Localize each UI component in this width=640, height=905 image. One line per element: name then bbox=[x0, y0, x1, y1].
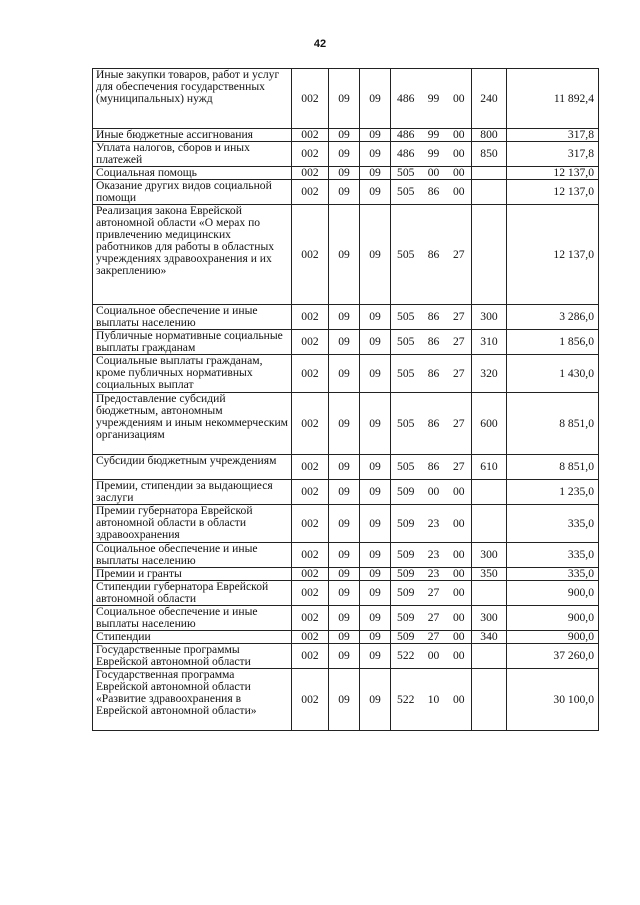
subsection-code: 09 bbox=[360, 305, 391, 330]
target-article-code: 86 bbox=[421, 180, 447, 205]
target-article-code: 00 bbox=[447, 644, 472, 669]
table-row bbox=[93, 631, 599, 644]
row-name: Оказание других видов социальной помощи bbox=[93, 180, 292, 205]
subsection-code: 09 bbox=[360, 568, 391, 581]
subsection-code: 09 bbox=[360, 205, 391, 305]
target-article-code: 509 bbox=[391, 606, 421, 631]
target-article-code: 509 bbox=[391, 631, 421, 644]
amount: 8 851,0 bbox=[507, 393, 599, 455]
section-code: 09 bbox=[329, 167, 360, 180]
table-row bbox=[93, 330, 599, 355]
ministry-code: 002 bbox=[292, 480, 329, 505]
target-article-code: 505 bbox=[391, 355, 421, 393]
amount: 335,0 bbox=[507, 568, 599, 581]
table-row bbox=[93, 305, 599, 330]
subsection-code: 09 bbox=[360, 505, 391, 543]
table-row bbox=[93, 167, 599, 180]
target-article-code: 509 bbox=[391, 543, 421, 568]
section-code: 09 bbox=[329, 543, 360, 568]
section-code: 09 bbox=[329, 644, 360, 669]
table-row bbox=[93, 543, 599, 568]
row-name: Субсидии бюджетным учреждениям bbox=[93, 455, 292, 480]
target-article-code: 486 bbox=[391, 142, 421, 167]
section-code: 09 bbox=[329, 631, 360, 644]
target-article-code: 505 bbox=[391, 305, 421, 330]
target-article-code: 00 bbox=[447, 167, 472, 180]
amount: 335,0 bbox=[507, 505, 599, 543]
expense-type-code: 340 bbox=[472, 631, 507, 644]
amount: 3 286,0 bbox=[507, 305, 599, 330]
ministry-code: 002 bbox=[292, 644, 329, 669]
ministry-code: 002 bbox=[292, 167, 329, 180]
subsection-code: 09 bbox=[360, 455, 391, 480]
expense-type-code: 600 bbox=[472, 393, 507, 455]
target-article-code: 509 bbox=[391, 480, 421, 505]
target-article-code: 00 bbox=[421, 644, 447, 669]
target-article-code: 86 bbox=[421, 305, 447, 330]
ministry-code: 002 bbox=[292, 606, 329, 631]
row-name: Иные закупки товаров, работ и услуг для обеспечения государственных (муниципальных) нужд bbox=[93, 69, 292, 129]
row-name: Премии, стипендии за выдающиеся заслуги bbox=[93, 480, 292, 505]
table-row bbox=[93, 606, 599, 631]
target-article-code: 505 bbox=[391, 205, 421, 305]
expense-type-code: 310 bbox=[472, 330, 507, 355]
target-article-code: 522 bbox=[391, 669, 421, 731]
target-article-code: 86 bbox=[421, 355, 447, 393]
section-code: 09 bbox=[329, 355, 360, 393]
table-row bbox=[93, 581, 599, 606]
ministry-code: 002 bbox=[292, 631, 329, 644]
section-code: 09 bbox=[329, 393, 360, 455]
table-row bbox=[93, 669, 599, 731]
ministry-code: 002 bbox=[292, 505, 329, 543]
row-name: Стипендии bbox=[93, 631, 292, 644]
amount: 8 851,0 bbox=[507, 455, 599, 480]
target-article-code: 00 bbox=[447, 669, 472, 731]
expense-type-code: 850 bbox=[472, 142, 507, 167]
amount: 900,0 bbox=[507, 631, 599, 644]
amount: 317,8 bbox=[507, 129, 599, 142]
target-article-code: 509 bbox=[391, 568, 421, 581]
subsection-code: 09 bbox=[360, 129, 391, 142]
target-article-code: 99 bbox=[421, 142, 447, 167]
table-row bbox=[93, 480, 599, 505]
target-article-code: 86 bbox=[421, 330, 447, 355]
ministry-code: 002 bbox=[292, 180, 329, 205]
target-article-code: 27 bbox=[447, 305, 472, 330]
table-row bbox=[93, 455, 599, 480]
amount: 12 137,0 bbox=[507, 167, 599, 180]
target-article-code: 86 bbox=[421, 205, 447, 305]
target-article-code: 23 bbox=[421, 543, 447, 568]
target-article-code: 522 bbox=[391, 644, 421, 669]
expense-type-code bbox=[472, 480, 507, 505]
ministry-code: 002 bbox=[292, 568, 329, 581]
subsection-code: 09 bbox=[360, 167, 391, 180]
row-name: Стипендии губернатора Еврейской автономной области bbox=[93, 581, 292, 606]
amount: 335,0 bbox=[507, 543, 599, 568]
target-article-code: 27 bbox=[447, 205, 472, 305]
ministry-code: 002 bbox=[292, 142, 329, 167]
row-name: Государственная программа Еврейской автономной области «Развитие здравоохранения в Еврейской автономной области» bbox=[93, 669, 292, 731]
section-code: 09 bbox=[329, 505, 360, 543]
row-name: Иные бюджетные ассигнования bbox=[93, 129, 292, 142]
target-article-code: 00 bbox=[421, 480, 447, 505]
subsection-code: 09 bbox=[360, 180, 391, 205]
subsection-code: 09 bbox=[360, 631, 391, 644]
ministry-code: 002 bbox=[292, 581, 329, 606]
budget-table-body bbox=[93, 69, 599, 731]
target-article-code: 27 bbox=[447, 455, 472, 480]
row-name: Социальное обеспечение и иные выплаты населению bbox=[93, 305, 292, 330]
section-code: 09 bbox=[329, 305, 360, 330]
section-code: 09 bbox=[329, 180, 360, 205]
table-row bbox=[93, 69, 599, 129]
expense-type-code: 320 bbox=[472, 355, 507, 393]
amount: 317,8 bbox=[507, 142, 599, 167]
table-row bbox=[93, 393, 599, 455]
expense-type-code bbox=[472, 505, 507, 543]
target-article-code: 00 bbox=[447, 69, 472, 129]
page-number: 42 bbox=[313, 38, 327, 50]
subsection-code: 09 bbox=[360, 355, 391, 393]
subsection-code: 09 bbox=[360, 543, 391, 568]
table-row bbox=[93, 505, 599, 543]
target-article-code: 27 bbox=[447, 355, 472, 393]
expense-type-code bbox=[472, 644, 507, 669]
table-row bbox=[93, 205, 599, 305]
subsection-code: 09 bbox=[360, 581, 391, 606]
amount: 900,0 bbox=[507, 606, 599, 631]
table-row bbox=[93, 644, 599, 669]
row-name: Премии и гранты bbox=[93, 568, 292, 581]
subsection-code: 09 bbox=[360, 669, 391, 731]
ministry-code: 002 bbox=[292, 455, 329, 480]
table-row bbox=[93, 180, 599, 205]
target-article-code: 86 bbox=[421, 393, 447, 455]
target-article-code: 99 bbox=[421, 129, 447, 142]
row-name: Уплата налогов, сборов и иных платежей bbox=[93, 142, 292, 167]
target-article-code: 27 bbox=[421, 631, 447, 644]
subsection-code: 09 bbox=[360, 69, 391, 129]
target-article-code: 00 bbox=[421, 167, 447, 180]
row-name: Социальные выплаты гражданам, кроме публичных нормативных социальных выплат bbox=[93, 355, 292, 393]
row-name: Реализация закона Еврейской автономной области «О мерах по привлечению медицинских работников для работы в областных учреждениях здравоохранения и их закреплению» bbox=[93, 205, 292, 305]
target-article-code: 00 bbox=[447, 568, 472, 581]
subsection-code: 09 bbox=[360, 480, 391, 505]
subsection-code: 09 bbox=[360, 393, 391, 455]
target-article-code: 23 bbox=[421, 505, 447, 543]
section-code: 09 bbox=[329, 330, 360, 355]
subsection-code: 09 bbox=[360, 142, 391, 167]
expense-type-code bbox=[472, 669, 507, 731]
table-row bbox=[93, 142, 599, 167]
amount: 12 137,0 bbox=[507, 180, 599, 205]
row-name: Предоставление субсидий бюджетным, автономным учреждениям и иным некоммерческим организациям bbox=[93, 393, 292, 455]
target-article-code: 00 bbox=[447, 543, 472, 568]
row-name: Социальная помощь bbox=[93, 167, 292, 180]
row-name: Премии губернатора Еврейской автономной области в области здравоохранения bbox=[93, 505, 292, 543]
ministry-code: 002 bbox=[292, 330, 329, 355]
target-article-code: 86 bbox=[421, 455, 447, 480]
amount: 1 235,0 bbox=[507, 480, 599, 505]
target-article-code: 10 bbox=[421, 669, 447, 731]
expense-type-code bbox=[472, 167, 507, 180]
budget-table bbox=[92, 68, 599, 731]
ministry-code: 002 bbox=[292, 543, 329, 568]
amount: 900,0 bbox=[507, 581, 599, 606]
expense-type-code: 300 bbox=[472, 305, 507, 330]
row-name: Социальное обеспечение и иные выплаты населению bbox=[93, 606, 292, 631]
amount: 12 137,0 bbox=[507, 205, 599, 305]
target-article-code: 27 bbox=[421, 606, 447, 631]
row-name: Публичные нормативные социальные выплаты гражданам bbox=[93, 330, 292, 355]
target-article-code: 23 bbox=[421, 568, 447, 581]
target-article-code: 00 bbox=[447, 581, 472, 606]
expense-type-code: 300 bbox=[472, 606, 507, 631]
target-article-code: 27 bbox=[447, 393, 472, 455]
amount: 37 260,0 bbox=[507, 644, 599, 669]
ministry-code: 002 bbox=[292, 305, 329, 330]
section-code: 09 bbox=[329, 455, 360, 480]
target-article-code: 27 bbox=[447, 330, 472, 355]
expense-type-code: 300 bbox=[472, 543, 507, 568]
expense-type-code: 350 bbox=[472, 568, 507, 581]
target-article-code: 00 bbox=[447, 129, 472, 142]
target-article-code: 00 bbox=[447, 631, 472, 644]
expense-type-code: 610 bbox=[472, 455, 507, 480]
target-article-code: 505 bbox=[391, 167, 421, 180]
section-code: 09 bbox=[329, 142, 360, 167]
target-article-code: 00 bbox=[447, 180, 472, 205]
target-article-code: 27 bbox=[421, 581, 447, 606]
ministry-code: 002 bbox=[292, 393, 329, 455]
target-article-code: 486 bbox=[391, 69, 421, 129]
amount: 11 892,4 bbox=[507, 69, 599, 129]
target-article-code: 00 bbox=[447, 505, 472, 543]
ministry-code: 002 bbox=[292, 129, 329, 142]
table-row bbox=[93, 129, 599, 142]
expense-type-code bbox=[472, 180, 507, 205]
amount: 1 856,0 bbox=[507, 330, 599, 355]
target-article-code: 505 bbox=[391, 330, 421, 355]
subsection-code: 09 bbox=[360, 644, 391, 669]
ministry-code: 002 bbox=[292, 205, 329, 305]
amount: 30 100,0 bbox=[507, 669, 599, 731]
section-code: 09 bbox=[329, 480, 360, 505]
target-article-code: 99 bbox=[421, 69, 447, 129]
ministry-code: 002 bbox=[292, 69, 329, 129]
target-article-code: 505 bbox=[391, 455, 421, 480]
ministry-code: 002 bbox=[292, 355, 329, 393]
target-article-code: 486 bbox=[391, 129, 421, 142]
expense-type-code bbox=[472, 581, 507, 606]
section-code: 09 bbox=[329, 129, 360, 142]
section-code: 09 bbox=[329, 581, 360, 606]
section-code: 09 bbox=[329, 606, 360, 631]
row-name: Социальное обеспечение и иные выплаты населению bbox=[93, 543, 292, 568]
expense-type-code bbox=[472, 205, 507, 305]
section-code: 09 bbox=[329, 568, 360, 581]
amount: 1 430,0 bbox=[507, 355, 599, 393]
expense-type-code: 800 bbox=[472, 129, 507, 142]
subsection-code: 09 bbox=[360, 606, 391, 631]
target-article-code: 505 bbox=[391, 393, 421, 455]
table-row bbox=[93, 355, 599, 393]
row-name: Государственные программы Еврейской автономной области bbox=[93, 644, 292, 669]
target-article-code: 00 bbox=[447, 606, 472, 631]
target-article-code: 509 bbox=[391, 505, 421, 543]
subsection-code: 09 bbox=[360, 330, 391, 355]
table-row bbox=[93, 568, 599, 581]
target-article-code: 505 bbox=[391, 180, 421, 205]
section-code: 09 bbox=[329, 205, 360, 305]
ministry-code: 002 bbox=[292, 669, 329, 731]
target-article-code: 509 bbox=[391, 581, 421, 606]
section-code: 09 bbox=[329, 69, 360, 129]
target-article-code: 00 bbox=[447, 480, 472, 505]
target-article-code: 00 bbox=[447, 142, 472, 167]
expense-type-code: 240 bbox=[472, 69, 507, 129]
section-code: 09 bbox=[329, 669, 360, 731]
